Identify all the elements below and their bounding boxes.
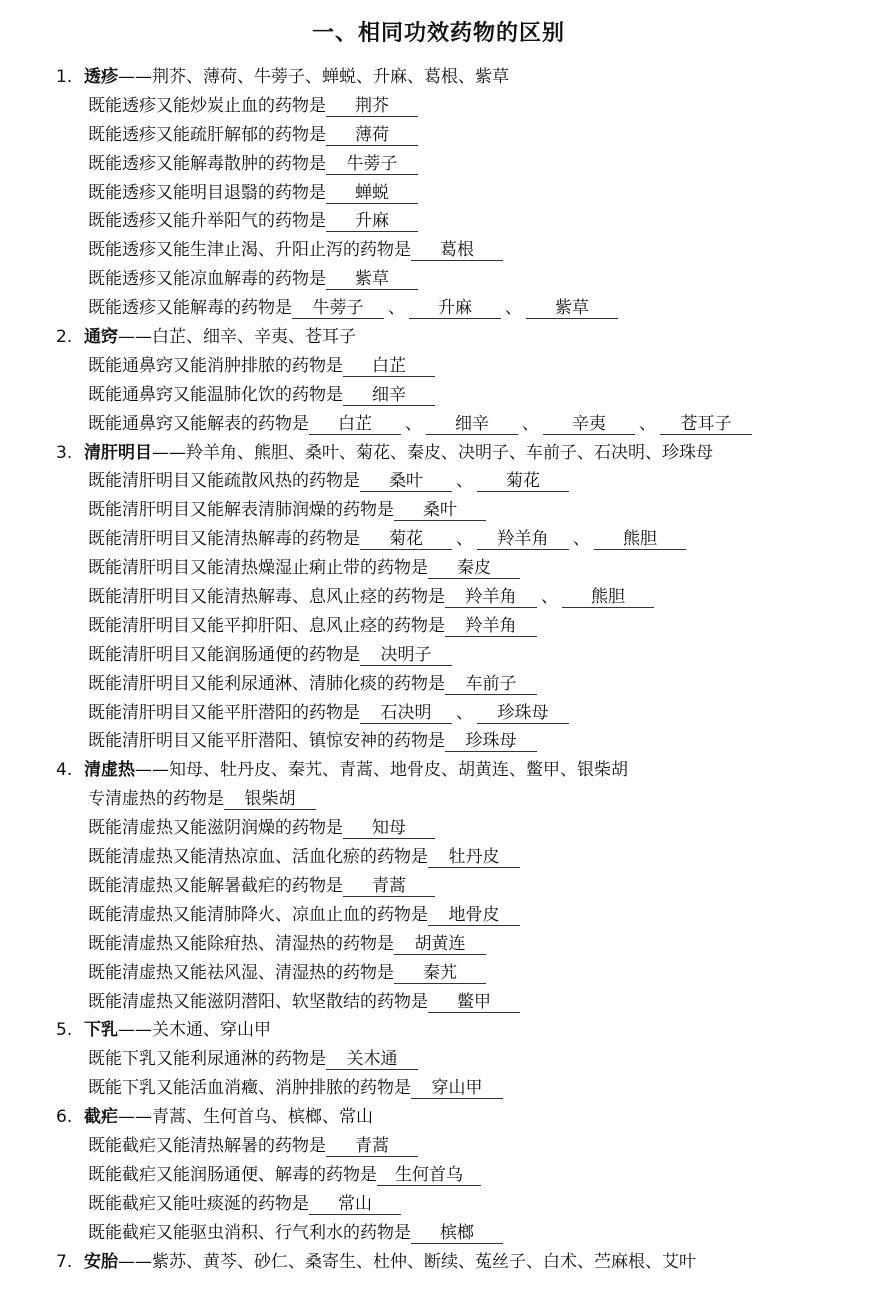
question-line [0, 930, 877, 959]
answer-blank: 升麻 [409, 298, 501, 319]
section-heading [0, 439, 877, 468]
question-line [0, 121, 877, 150]
answer-separator: 、 [456, 471, 473, 492]
question-line [0, 1045, 877, 1074]
answer-blank: 菊花 [477, 471, 569, 492]
question-text: 既能通鼻窍又能消肿排脓的药物是 [88, 355, 343, 376]
answer-separator: 、 [541, 587, 558, 608]
answer-blank: 珍珠母 [445, 731, 537, 752]
question-line [0, 727, 877, 756]
answer-blank: 石决明 [360, 703, 452, 724]
section-heading [0, 323, 877, 352]
answer-blank: 葛根 [411, 240, 503, 261]
question-text: 既能清肝明目又能疏散风热的药物是 [88, 471, 360, 492]
question-text: 既能透疹又能疏肝解郁的药物是 [88, 124, 326, 145]
question-line [0, 236, 877, 265]
section-heading [0, 756, 877, 785]
answer-blank: 决明子 [360, 645, 452, 666]
answer-blank: 槟榔 [411, 1223, 503, 1244]
question-line [0, 843, 877, 872]
question-text: 既能透疹又能凉血解毒的药物是 [88, 269, 326, 290]
question-line [0, 1190, 877, 1219]
answer-blank: 菊花 [360, 529, 452, 550]
page-title: 一、相同功效药物的区别 [311, 21, 565, 46]
question-text: 既能清肝明目又能解表清肺润燥的药物是 [88, 500, 394, 521]
question-text: 既能透疹又能明目退翳的药物是 [88, 182, 326, 203]
question-text: 既能清虚热又能解暑截疟的药物是 [88, 875, 343, 896]
question-line [0, 641, 877, 670]
answer-blank: 蝉蜕 [326, 183, 418, 204]
section-name: 清肝明目 [84, 442, 152, 463]
question-text: 既能清肝明目又能平抑肝阳、息风止痉的药物是 [88, 615, 445, 636]
question-text: 既能清肝明目又能清热解毒、息风止痉的药物是 [88, 587, 445, 608]
answer-separator: 、 [405, 413, 422, 434]
question-line [0, 814, 877, 843]
question-text: 既能截疟又能吐痰涎的药物是 [88, 1193, 309, 1214]
answer-blank: 牛蒡子 [326, 154, 418, 175]
question-text: 既能透疹又能生津止渴、升阳止泻的药物是 [88, 240, 411, 261]
question-text: 既能清肝明目又能润肠通便的药物是 [88, 644, 360, 665]
section-herb-list: ——紫苏、黄芩、砂仁、桑寄生、杜仲、断续、菟丝子、白术、苎麻根、艾叶 [118, 1251, 696, 1272]
section-herb-list: ——羚羊角、熊胆、桑叶、菊花、秦皮、决明子、车前子、石决明、珍珠母 [152, 442, 713, 463]
answer-separator: 、 [456, 529, 473, 550]
question-text: 既能通鼻窍又能解表的药物是 [88, 413, 309, 434]
answer-blank: 胡黄连 [394, 934, 486, 955]
question-line [0, 872, 877, 901]
answer-blank: 羚羊角 [445, 587, 537, 608]
answer-blank: 秦艽 [394, 963, 486, 984]
question-text: 既能截疟又能驱虫消积、行气利水的药物是 [88, 1222, 411, 1243]
question-line [0, 381, 877, 410]
answer-blank: 细辛 [343, 385, 435, 406]
answer-blank: 苍耳子 [660, 414, 752, 435]
answer-blank: 桑叶 [360, 471, 452, 492]
question-text: 既能透疹又能解毒散肿的药物是 [88, 153, 326, 174]
question-line [0, 496, 877, 525]
question-text: 既能截疟又能润肠通便、解毒的药物是 [88, 1164, 377, 1185]
answer-blank: 鳖甲 [428, 992, 520, 1013]
question-line [0, 670, 877, 699]
answer-blank: 羚羊角 [477, 529, 569, 550]
answer-blank: 珍珠母 [477, 703, 569, 724]
section-name: 下乳 [84, 1020, 118, 1041]
question-line [0, 265, 877, 294]
question-text: 既能清虚热又能滋阴润燥的药物是 [88, 818, 343, 839]
question-text: 既能清肝明目又能平肝潜阳、镇惊安神的药物是 [88, 731, 445, 752]
answer-blank: 熊胆 [594, 529, 686, 550]
question-line [0, 583, 877, 612]
section-name: 截疟 [84, 1107, 118, 1128]
answer-blank: 车前子 [445, 674, 537, 695]
question-line [0, 959, 877, 988]
section-herb-list: ——青蒿、生何首乌、槟榔、常山 [118, 1107, 373, 1128]
answer-blank: 关木通 [326, 1049, 418, 1070]
answer-blank: 银柴胡 [224, 789, 316, 810]
answer-separator: 、 [522, 413, 539, 434]
section-herb-list: ——关木通、穿山甲 [118, 1020, 271, 1041]
answer-separator: 、 [505, 298, 522, 319]
answer-blank: 辛夷 [543, 414, 635, 435]
question-text: 既能清虚热又能清肺降火、凉血止血的药物是 [88, 904, 428, 925]
answer-blank: 羚羊角 [445, 616, 537, 637]
question-line [0, 294, 877, 323]
question-text: 既能通鼻窍又能温肺化饮的药物是 [88, 384, 343, 405]
section-name: 通窍 [84, 327, 118, 348]
section-number: 6. [56, 1107, 73, 1128]
question-text: 既能透疹又能升举阳气的药物是 [88, 211, 326, 232]
question-text: 既能清肝明目又能清热解毒的药物是 [88, 529, 360, 550]
section-number: 3. [56, 442, 73, 463]
question-line [0, 1074, 877, 1103]
question-line [0, 1161, 877, 1190]
answer-separator: 、 [456, 702, 473, 723]
answer-separator: 、 [639, 413, 656, 434]
question-text: 既能透疹又能解毒的药物是 [88, 298, 292, 319]
question-line [0, 901, 877, 930]
answer-blank: 白芷 [343, 356, 435, 377]
question-line [0, 207, 877, 236]
answer-blank: 薄荷 [326, 125, 418, 146]
section-number: 2. [56, 327, 73, 348]
section-name: 安胎 [84, 1251, 118, 1272]
question-text: 既能清肝明目又能利尿通淋、清肺化痰的药物是 [88, 673, 445, 694]
section-name: 透疹 [84, 67, 118, 87]
answer-blank: 青蒿 [326, 1136, 418, 1157]
question-line [0, 150, 877, 179]
section-heading [0, 1248, 877, 1277]
question-text: 既能清虚热又能祛风湿、清湿热的药物是 [88, 962, 394, 983]
answer-blank: 穿山甲 [411, 1078, 503, 1099]
answer-separator: 、 [573, 529, 590, 550]
answer-blank: 细辛 [426, 414, 518, 435]
answer-blank: 生何首乌 [377, 1165, 481, 1186]
question-line [0, 92, 877, 121]
question-line [0, 525, 877, 554]
question-text: 既能下乳又能活血消癥、消肿排脓的药物是 [88, 1078, 411, 1099]
section-heading [0, 1016, 877, 1045]
question-line [0, 785, 877, 814]
question-line [0, 410, 877, 439]
question-line [0, 1219, 877, 1248]
question-line [0, 699, 877, 728]
question-text: 既能清肝明目又能清热燥湿止痢止带的药物是 [88, 558, 428, 579]
question-text: 既能清虚热又能清热凉血、活血化瘀的药物是 [88, 847, 428, 868]
question-text: 专清虚热的药物是 [88, 789, 224, 810]
section-number: 1. [56, 67, 73, 87]
answer-blank: 牡丹皮 [428, 847, 520, 868]
question-line [0, 179, 877, 208]
question-line [0, 352, 877, 381]
question-line [0, 1132, 877, 1161]
answer-blank: 桑叶 [394, 500, 486, 521]
answer-blank: 知母 [343, 818, 435, 839]
answer-blank: 紫草 [526, 298, 618, 319]
question-text: 既能清肝明目又能平肝潜阳的药物是 [88, 702, 360, 723]
section-number: 5. [56, 1020, 73, 1041]
question-line [0, 467, 877, 496]
question-text: 既能透疹又能炒炭止血的药物是 [88, 95, 326, 116]
answer-blank: 紫草 [326, 269, 418, 290]
answer-blank: 升麻 [326, 211, 418, 232]
answer-blank: 地骨皮 [428, 905, 520, 926]
section-herb-list: ——荆芥、薄荷、牛蒡子、蝉蜕、升麻、葛根、紫草 [118, 67, 509, 87]
section-heading [0, 1103, 877, 1132]
question-text: 既能清虚热又能除疳热、清湿热的药物是 [88, 933, 394, 954]
question-text: 既能截疟又能清热解暑的药物是 [88, 1135, 326, 1156]
question-line [0, 988, 877, 1017]
document-body [0, 63, 877, 1276]
answer-blank: 白芷 [309, 414, 401, 435]
section-name: 清虚热 [84, 760, 135, 781]
section-number: 4. [56, 760, 73, 781]
question-line [0, 612, 877, 641]
section-herb-list: ——知母、牡丹皮、秦艽、青蒿、地骨皮、胡黄连、鳖甲、银柴胡 [135, 760, 628, 781]
answer-blank: 秦皮 [428, 558, 520, 579]
section-number: 7. [56, 1251, 73, 1272]
question-line [0, 554, 877, 583]
answer-separator: 、 [388, 298, 405, 319]
section-herb-list: ——白芷、细辛、辛夷、苍耳子 [118, 327, 356, 348]
answer-blank: 常山 [309, 1194, 401, 1215]
question-text: 既能下乳又能利尿通淋的药物是 [88, 1049, 326, 1070]
answer-blank: 青蒿 [343, 876, 435, 897]
answer-blank: 荆芥 [326, 96, 418, 117]
answer-blank: 牛蒡子 [292, 298, 384, 319]
question-text: 既能清虚热又能滋阴潜阳、软坚散结的药物是 [88, 991, 428, 1012]
answer-blank: 熊胆 [562, 587, 654, 608]
section-heading [0, 63, 877, 92]
